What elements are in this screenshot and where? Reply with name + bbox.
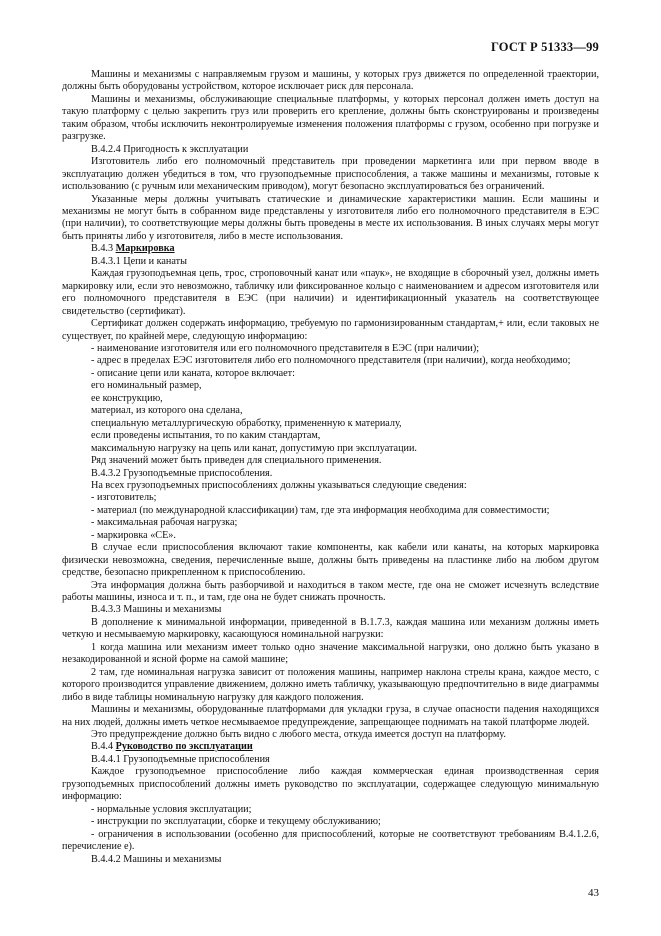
list-subitem: специальную металлургическую обработку, примененную к материалу, — [91, 417, 402, 429]
paragraph: В случае если приспособления включают такие компоненты, как кабели или канаты, на которых маркировка физически невозможна, сведения, перечисленные выше, должны быть приведены на пластинке либо на любом другом средстве, безопасно прикрепленном к приспособлению. — [62, 542, 599, 579]
list-item: - материал (по международной классификации) там, где эта информация необходима для совместимости; — [91, 504, 550, 516]
subsection-heading: В.4.3.1 Цепи и канаты — [91, 255, 187, 267]
numbered-item: 1 когда машина или механизм имеет только одно значение максимальной нагрузки, оно должно быть указано в незакодированной и ясной форме на самой машине; — [62, 641, 599, 666]
paragraph: Машины и механизмы, оборудованные платформами для укладки груза, в случае опасности падения находящихся на них людей, должны иметь четкое несмываемое предупреждение, запрещающее поднимать на такой платформе людей. — [62, 704, 599, 728]
list-item: - ограничения в использовании (особенно для приспособлений, которые не соответствуют требованиям В.4.1.2.6, перечисление е). — [62, 828, 599, 853]
list-subitem: ее конструкцию, — [91, 392, 163, 404]
list-item: - описание цепи или каната, которое включает: — [91, 367, 295, 379]
list-item: - маркировка «CE». — [91, 529, 176, 541]
page-number: 43 — [588, 887, 599, 899]
list-item: - максимальная рабочая нагрузка; — [91, 517, 238, 529]
subsection-heading: В.4.3.2 Грузоподъемные приспособления. — [91, 467, 273, 479]
list-subitem: материал, из которого она сделана, — [91, 405, 243, 417]
document-body — [62, 69, 599, 866]
paragraph: В дополнение к минимальной информации, приведенной в В.1.7.3, каждая машина или механизм должны иметь четкую и несмываемую маркировку, касающуюся номинальной нагрузки: — [62, 616, 599, 641]
list-item: - нормальные условия эксплуатации; — [91, 803, 252, 815]
section-number: В.4.4 — [91, 741, 114, 753]
paragraph: Сертификат должен содержать информацию, требуемую по гармонизированным стандартам,+ или, если таковых не существует, по крайней мере, следующую информацию: — [62, 318, 599, 342]
section-title: Руководство по эксплуатации — [115, 741, 253, 753]
list-item: - адрес в пределах ЕЭС изготовителя либо его полномочного представителя (при наличии), когда необходимо; — [91, 355, 571, 367]
paragraph: Каждая грузоподъемная цепь, трос, строповочный канат или «паук», не входящие в сборочный узел, должны иметь маркировку или, если это невозможно, табличку или фиксированное кольцо с наименованием и адресом изготовителя или его полномочного представителя в ЕЭС (при наличии) и идентификационный указатель на соответствующее свидетельство (сертификат). — [62, 268, 599, 317]
subsection-heading: В.4.4.1 Грузоподъемные приспособления — [91, 753, 270, 765]
list-subitem: максимальную нагрузку на цепь или канат, допустимую при эксплуатации. — [91, 442, 417, 454]
list-item: - инструкции по эксплуатации, сборке и текущему обслуживанию; — [91, 816, 381, 828]
paragraph: Ряд значений может быть приведен для специального применения. — [91, 455, 382, 467]
subsection-heading: В.4.2.4 Пригодность к эксплуатации — [91, 143, 249, 155]
paragraph: Машины и механизмы, обслуживающие специальные платформы, у которых персонал должен иметь доступ на такую платформу с целью закрепить груз или проверить его крепление, должны быть сконструированы и произведены таким образом, чтобы исключить неконтролируемые изменения положения платформы с грузом, особенно при погрузке и разгрузке. — [62, 93, 599, 143]
paragraph: Каждое грузоподъемное приспособление либо каждая коммерческая единая производственная серия грузоподъемных приспособлений должны иметь руководство по эксплуатации, содержащее следующую минимальную информацию: — [62, 766, 599, 803]
document-header: ГОСТ Р 51333—99 — [490, 40, 599, 54]
subsection-heading: В.4.4.2 Машины и механизмы — [91, 853, 222, 865]
paragraph: Указанные меры должны учитывать статические и динамические характеристики машин. Если машины и механизмы не могут быть в собранном виде представлены у изготовителя либо его полномочного представителя в ЕЭС (при наличии), то соответствующие меры должны быть проведены в месте их использования. В иных случаях меры могут быть приняты либо у изготовителя, либо в месте использования. — [62, 193, 599, 242]
list-item: - изготовитель; — [91, 492, 157, 504]
paragraph: Эта информация должна быть разборчивой и находиться в таком месте, где она не сможет исчезнуть вследствие работы машины, износа и т. п., и там, где она не будет снижать прочность. — [62, 579, 599, 604]
paragraph: Это предупреждение должно быть видно с любого места, откуда имеется доступ на платформу. — [91, 729, 506, 741]
numbered-item: 2 там, где номинальная нагрузка зависит от положения машины, например наклона стрелы крана, каждое место, с которого производится управление движением, должно иметь табличку, указывающую предпочтительно в виде диаграммы либо в виде таблицы номинальную нагрузку для каждого положения. — [62, 666, 599, 703]
list-subitem: его номинальный размер, — [91, 380, 202, 392]
section-number: В.4.3 — [91, 243, 114, 255]
subsection-heading: В.4.3.3 Машины и механизмы — [91, 604, 222, 616]
paragraph: Машины и механизмы с направляемым грузом и машины, у которых груз движется по определенной траектории, должны быть оборудованы устройством, которое исключает риск для персонала. — [62, 69, 599, 93]
section-heading — [62, 741, 599, 753]
paragraph: Изготовитель либо его полномочный представитель при проведении маркетинга или при первом вводе в эксплуатацию должен убедиться в том, что грузоподъемные приспособления, а также машины и механизмы, готовые к использованию (с ручным или механическим приводом), могут безопасно эксплуатироваться без ограничений. — [62, 156, 599, 193]
paragraph: На всех грузоподъемных приспособлениях должны указываться следующие сведения: — [91, 479, 467, 491]
list-item: - наименование изготовителя или его полномочного представителя в ЕЭС (при наличии); — [91, 342, 480, 354]
section-heading — [62, 243, 599, 255]
list-subitem: если проведены испытания, то по каким стандартам, — [91, 430, 321, 442]
section-title: Маркировка — [115, 243, 175, 255]
